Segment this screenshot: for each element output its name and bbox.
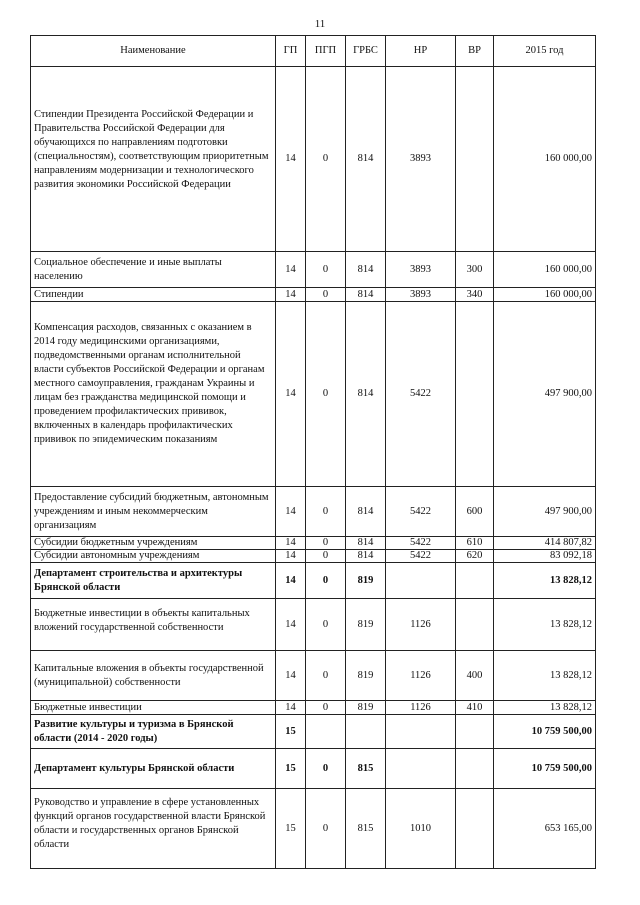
row-vr: 300 — [456, 252, 494, 288]
row-name: Компенсация расходов, связанных с оказанием в 2014 году медицинскими организациями, подведомственными органам исполнительной власти субъектов Российской Федерации и органам местного самоуправления, гражданам Украины и лицам без гражданства медицинской помощи и проведением профилактических прививок, включенных в календарь профилактических прививок по эпидемическим показаниям — [31, 302, 276, 487]
row-amount: 653 165,00 — [494, 789, 596, 869]
row-name: Департамент строительства и архитектуры Брянской области — [31, 563, 276, 599]
row-nr — [386, 749, 456, 789]
row-vr — [456, 789, 494, 869]
row-grbs — [346, 715, 386, 749]
row-gp: 15 — [276, 749, 306, 789]
row-nr: 5422 — [386, 550, 456, 563]
row-pgp: 0 — [306, 302, 346, 487]
table-row — [31, 715, 596, 749]
row-pgp: 0 — [306, 749, 346, 789]
row-name: Капитальные вложения в объекты государственной (муниципальной) собственности — [31, 651, 276, 701]
table-row — [31, 288, 596, 302]
table-row — [31, 789, 596, 869]
row-grbs: 814 — [346, 67, 386, 252]
row-pgp: 0 — [306, 252, 346, 288]
row-pgp: 0 — [306, 599, 346, 651]
row-pgp: 0 — [306, 701, 346, 715]
row-pgp: 0 — [306, 651, 346, 701]
row-amount: 13 828,12 — [494, 651, 596, 701]
header-pgp: ПГП — [306, 36, 346, 67]
row-vr: 340 — [456, 288, 494, 302]
row-amount: 497 900,00 — [494, 487, 596, 537]
row-pgp — [306, 715, 346, 749]
row-name: Предоставление субсидий бюджетным, автономным учреждениям и иным некоммерческим организациям — [31, 487, 276, 537]
table-row — [31, 67, 596, 252]
row-vr — [456, 715, 494, 749]
row-pgp: 0 — [306, 288, 346, 302]
row-nr: 1126 — [386, 651, 456, 701]
row-nr: 3893 — [386, 67, 456, 252]
row-gp: 14 — [276, 67, 306, 252]
row-gp: 14 — [276, 701, 306, 715]
row-gp: 14 — [276, 550, 306, 563]
row-vr: 610 — [456, 537, 494, 550]
row-gp: 14 — [276, 563, 306, 599]
table-row — [31, 550, 596, 563]
row-nr: 5422 — [386, 487, 456, 537]
header-vr: ВР — [456, 36, 494, 67]
row-grbs: 814 — [346, 487, 386, 537]
row-gp: 14 — [276, 288, 306, 302]
row-pgp: 0 — [306, 67, 346, 252]
row-name: Бюджетные инвестиции в объекты капитальных вложений государственной собственности — [31, 599, 276, 651]
row-grbs: 819 — [346, 651, 386, 701]
row-amount: 160 000,00 — [494, 252, 596, 288]
row-amount: 497 900,00 — [494, 302, 596, 487]
row-name: Департамент культуры Брянской области — [31, 749, 276, 789]
table-row — [31, 749, 596, 789]
row-vr — [456, 749, 494, 789]
row-name: Субсидии бюджетным учреждениям — [31, 537, 276, 550]
header-grbs: ГРБС — [346, 36, 386, 67]
row-nr: 5422 — [386, 537, 456, 550]
row-pgp: 0 — [306, 537, 346, 550]
header-gp: ГП — [276, 36, 306, 67]
row-pgp: 0 — [306, 487, 346, 537]
row-name: Стипендии Президента Российской Федерации и Правительства Российской Федерации для обучающихся по направлениям подготовки (специальностям), соответствующим приоритетным направлениям модернизации и технологического развития экономики Российской Федерации — [31, 67, 276, 252]
row-grbs: 815 — [346, 749, 386, 789]
row-amount: 414 807,82 — [494, 537, 596, 550]
row-gp: 14 — [276, 537, 306, 550]
row-nr — [386, 715, 456, 749]
row-vr — [456, 67, 494, 252]
row-grbs: 814 — [346, 537, 386, 550]
row-name: Стипендии — [31, 288, 276, 302]
table-row — [31, 599, 596, 651]
row-amount: 13 828,12 — [494, 599, 596, 651]
row-amount: 13 828,12 — [494, 701, 596, 715]
row-vr: 600 — [456, 487, 494, 537]
row-amount: 10 759 500,00 — [494, 715, 596, 749]
row-nr: 3893 — [386, 252, 456, 288]
row-vr: 410 — [456, 701, 494, 715]
row-name: Развитие культуры и туризма в Брянской области (2014 - 2020 годы) — [31, 715, 276, 749]
table-row — [31, 701, 596, 715]
row-grbs: 819 — [346, 701, 386, 715]
row-vr — [456, 563, 494, 599]
row-name: Руководство и управление в сфере установленных функций органов государственной власти Брянской области и государственных органов Брянской области — [31, 789, 276, 869]
row-gp: 15 — [276, 715, 306, 749]
row-gp: 15 — [276, 789, 306, 869]
row-gp: 14 — [276, 599, 306, 651]
row-pgp: 0 — [306, 563, 346, 599]
row-vr — [456, 302, 494, 487]
row-grbs: 814 — [346, 288, 386, 302]
header-name: Наименование — [31, 36, 276, 67]
row-gp: 14 — [276, 487, 306, 537]
row-gp: 14 — [276, 252, 306, 288]
row-nr: 1126 — [386, 701, 456, 715]
row-amount: 13 828,12 — [494, 563, 596, 599]
table-row — [31, 651, 596, 701]
header-nr: НР — [386, 36, 456, 67]
row-gp: 14 — [276, 302, 306, 487]
row-pgp: 0 — [306, 550, 346, 563]
row-amount: 160 000,00 — [494, 288, 596, 302]
row-amount: 83 092,18 — [494, 550, 596, 563]
row-grbs: 814 — [346, 302, 386, 487]
header-year: 2015 год — [494, 36, 596, 67]
row-nr: 1010 — [386, 789, 456, 869]
row-nr: 5422 — [386, 302, 456, 487]
table-row — [31, 302, 596, 487]
row-vr: 620 — [456, 550, 494, 563]
row-nr: 3893 — [386, 288, 456, 302]
row-vr: 400 — [456, 651, 494, 701]
row-grbs: 814 — [346, 550, 386, 563]
budget-table — [30, 35, 596, 869]
table-row — [31, 563, 596, 599]
row-vr — [456, 599, 494, 651]
table-row — [31, 537, 596, 550]
row-nr — [386, 563, 456, 599]
row-gp: 14 — [276, 651, 306, 701]
table-row — [31, 252, 596, 288]
row-amount: 160 000,00 — [494, 67, 596, 252]
row-amount: 10 759 500,00 — [494, 749, 596, 789]
row-grbs: 815 — [346, 789, 386, 869]
row-grbs: 819 — [346, 563, 386, 599]
row-pgp: 0 — [306, 789, 346, 869]
row-name: Бюджетные инвестиции — [31, 701, 276, 715]
page-number: 11 — [314, 18, 326, 30]
row-nr: 1126 — [386, 599, 456, 651]
row-name: Социальное обеспечение и иные выплаты населению — [31, 252, 276, 288]
row-grbs: 819 — [346, 599, 386, 651]
row-name: Субсидии автономным учреждениям — [31, 550, 276, 563]
row-grbs: 814 — [346, 252, 386, 288]
table-header-row — [31, 36, 596, 67]
table-row — [31, 487, 596, 537]
